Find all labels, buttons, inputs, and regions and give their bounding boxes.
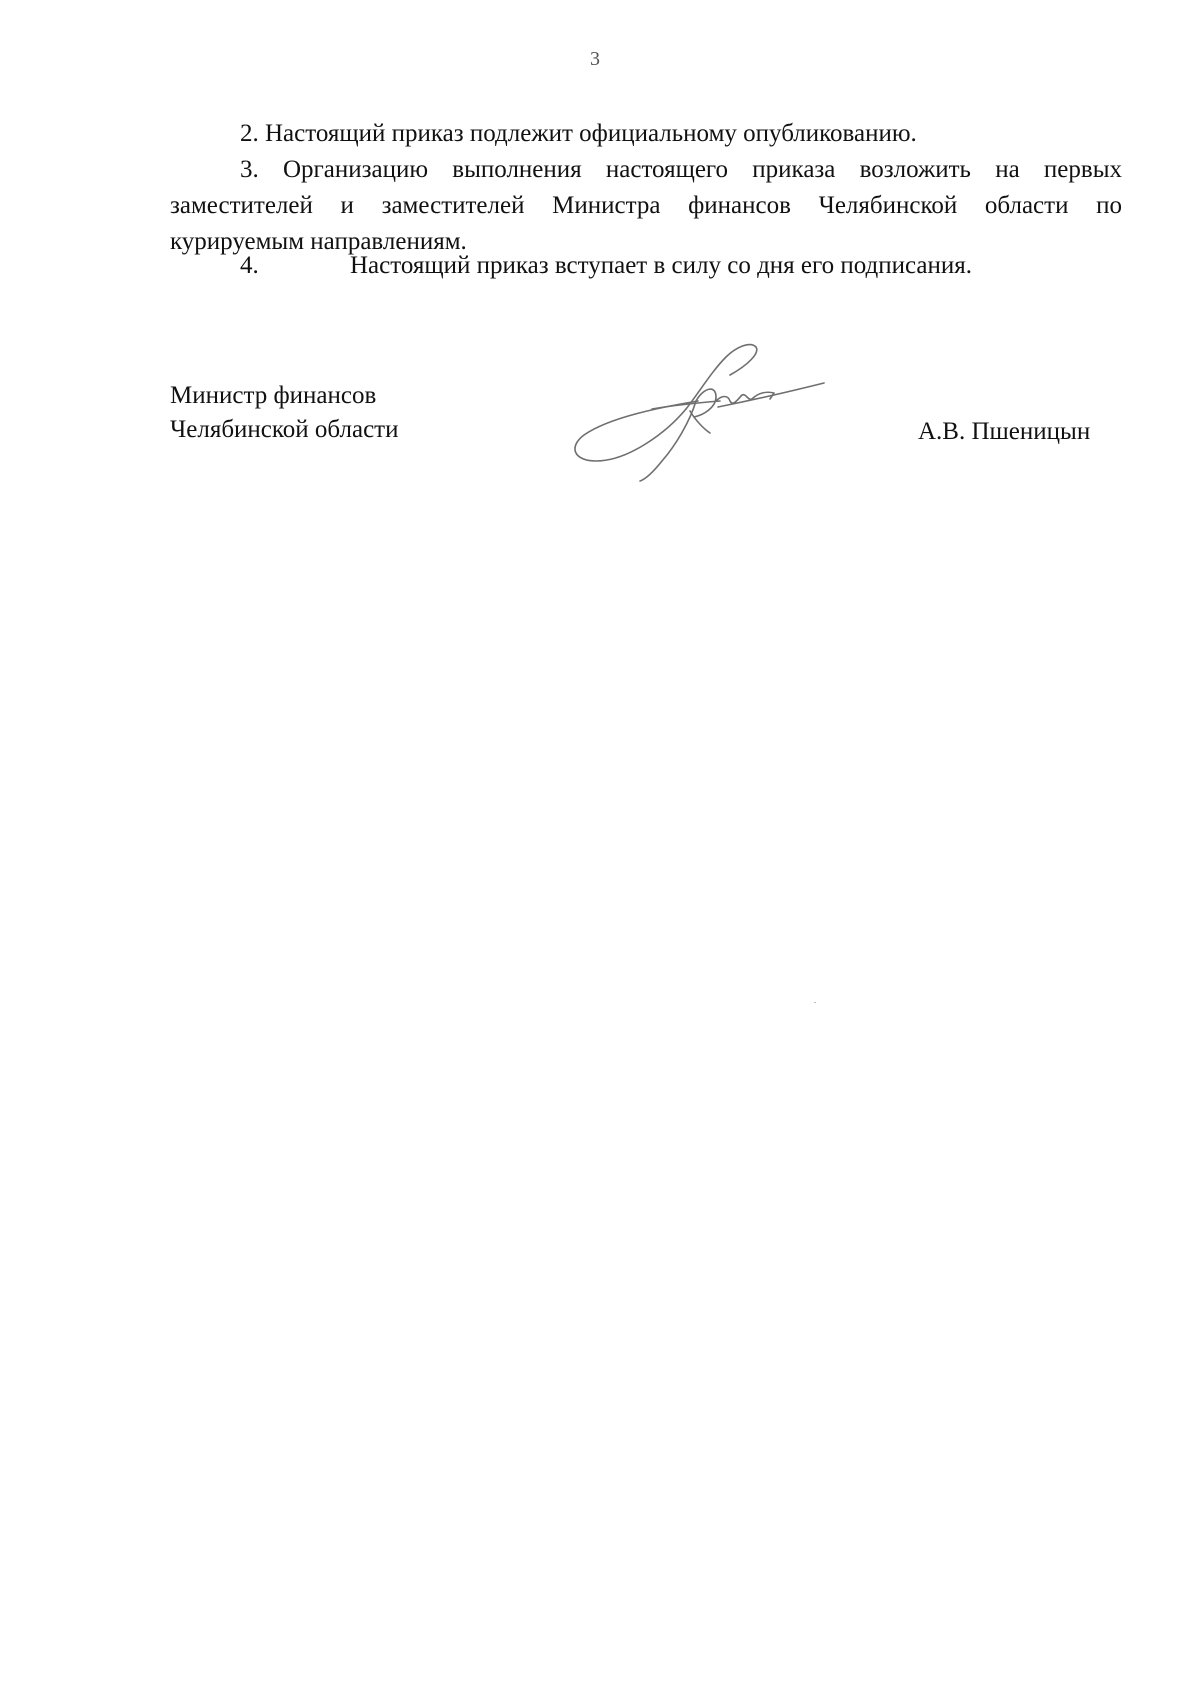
- paragraph-item-4-number: 4.: [240, 252, 259, 279]
- signatory-name: А.В. Пшеницын: [918, 418, 1091, 445]
- signatory-position-line-2: Челябинской области: [170, 416, 399, 443]
- paragraph-item-3-line-1: 3. Организацию выполнения настоящего приказа возложить на первых: [240, 156, 1122, 183]
- scan-speck: [814, 1002, 816, 1003]
- paragraph-item-3-line-2: заместителей и заместителей Министра финансов Челябинской области по: [170, 192, 1122, 219]
- paragraph-item-4-text: Настоящий приказ вступает в силу со дня его подписания.: [350, 252, 973, 279]
- signatory-position-line-1: Министр финансов: [170, 382, 377, 409]
- page-number: 3: [590, 48, 600, 70]
- paragraph-item-2: 2. Настоящий приказ подлежит официальному опубликованию.: [240, 120, 917, 147]
- handwritten-signature: [570, 335, 830, 485]
- paragraph-item-3-line-3: курируемым направлениям.: [170, 228, 467, 255]
